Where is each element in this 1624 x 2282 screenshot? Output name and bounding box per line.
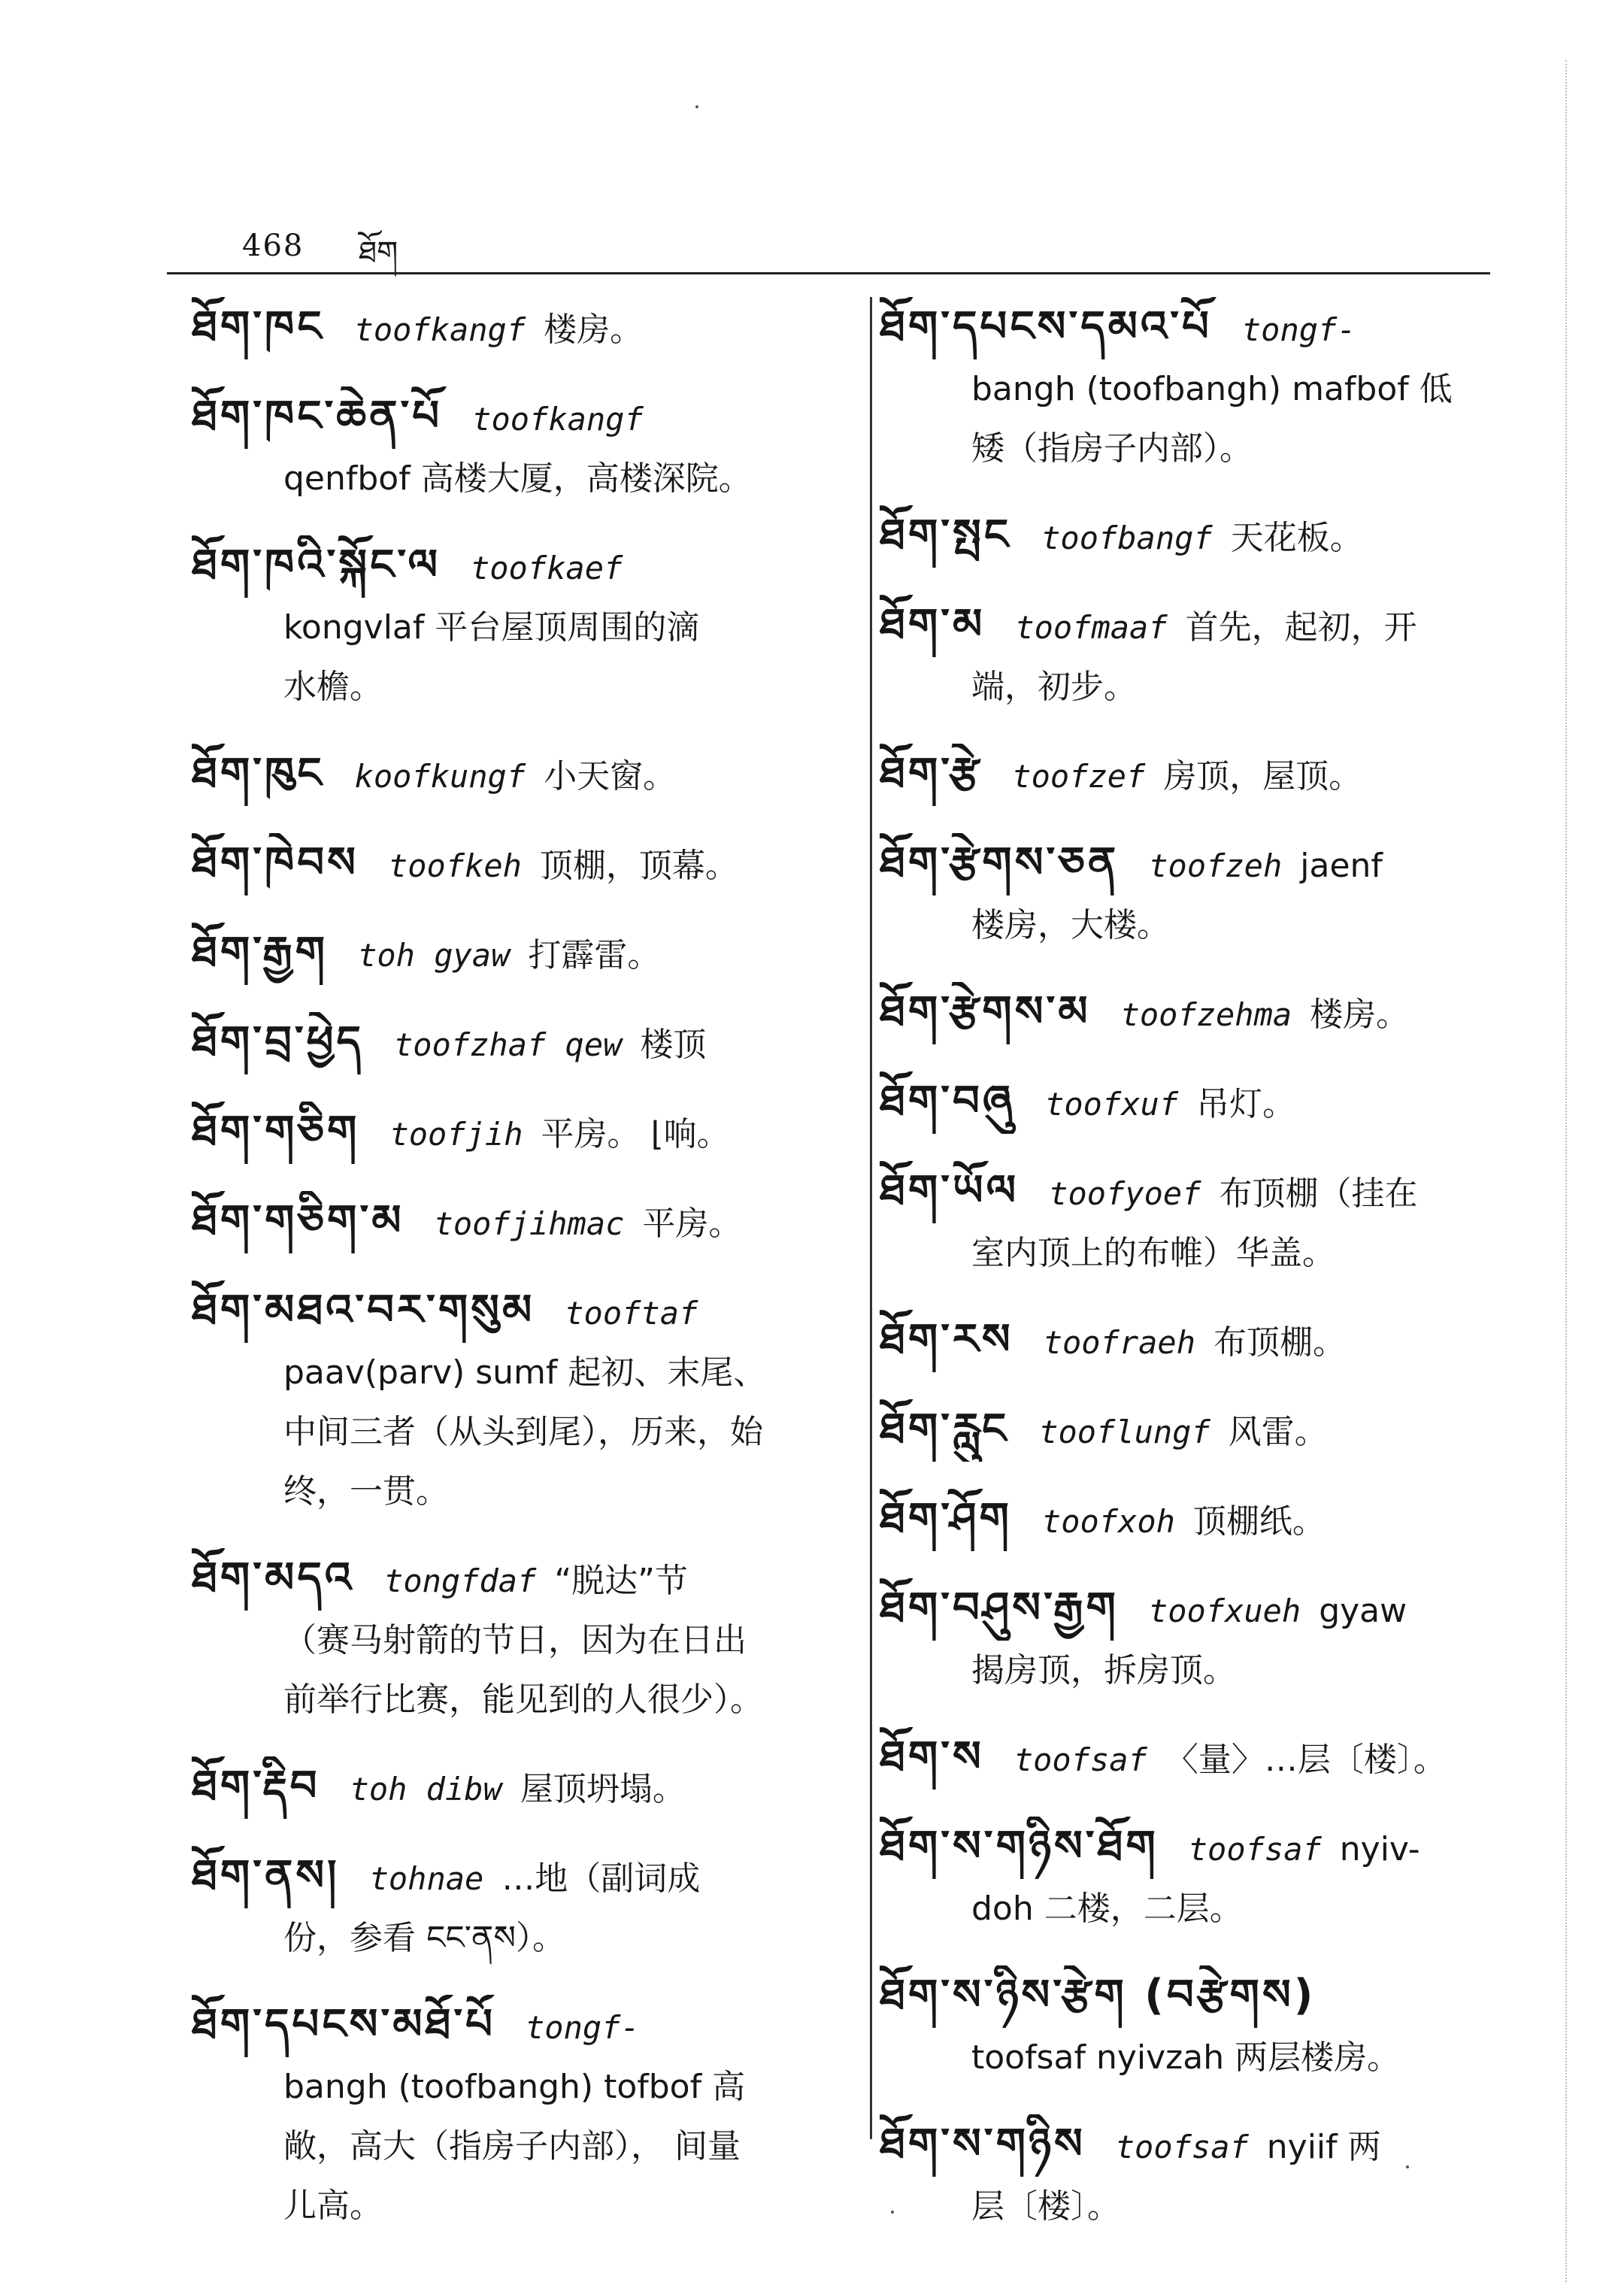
dictionary-entry (192, 297, 853, 359)
romanization: toofkeh (388, 847, 522, 884)
romanization: toofmaaf (1015, 609, 1168, 646)
continuation-line: 儿高。 (283, 2187, 383, 2225)
headword: ཐོག་ཁང (192, 302, 325, 351)
dictionary-entry (880, 1071, 1496, 1134)
dictionary-entry (192, 1548, 853, 1729)
dictionary-entry (880, 297, 1496, 478)
gloss: …地（副词成 (501, 1859, 701, 1898)
headword: ཐོག་བྲ་ཕྱེད (192, 1017, 364, 1066)
gloss: 〈量〉…层〔楼〕。 (1165, 1741, 1447, 1779)
page-number: 468 (242, 229, 304, 263)
continuation-line: bangh (toofbangh) mafbof 低 (971, 370, 1453, 408)
page-header (242, 218, 1490, 278)
gloss: 屋顶坍塌。 (520, 1770, 686, 1808)
gloss: 楼房。 (544, 311, 644, 349)
gloss: 首先，起初，开 (1185, 608, 1417, 647)
entry-first-line (192, 744, 853, 806)
entry-first-line (880, 1161, 1496, 1223)
entry-first-line (880, 1071, 1496, 1134)
continuation-line: 揭房顶，拆房顶。 (971, 1651, 1236, 1690)
romanization: toofbangf (1041, 520, 1213, 556)
gloss: nyiv- (1339, 1830, 1420, 1868)
headword: ཐོག་རྒྱག (192, 928, 329, 977)
dictionary-entry (880, 1727, 1496, 1790)
gloss: 平房。 ⌊响。 (541, 1115, 730, 1153)
headword: ཐོག་དཔངས་མཐོ་པོ (192, 2000, 495, 2049)
romanization: toofzef (1012, 758, 1146, 795)
entry-first-line (192, 1280, 853, 1343)
gloss: 平房。 (642, 1205, 742, 1243)
entry-first-line (192, 1548, 853, 1611)
gloss: 天花板。 (1230, 519, 1363, 557)
romanization: toofxuf (1045, 1086, 1179, 1123)
continuation-line: 层〔楼〕。 (971, 2187, 1120, 2226)
entry-first-line (880, 1727, 1496, 1790)
gloss: 顶棚，顶幕。 (539, 847, 738, 885)
romanization: toofsaf (1013, 1741, 1147, 1778)
gloss: jaenf (1300, 847, 1383, 885)
romanization: toofjihmac (434, 1205, 625, 1242)
dictionary-entry (880, 833, 1496, 955)
entry-first-line (880, 1310, 1496, 1372)
entry-first-line (192, 1995, 853, 2057)
romanization: toofsaf (1115, 2129, 1249, 2165)
headword: ཐོག་ནས། (192, 1851, 340, 1900)
entry-first-line (880, 1965, 1496, 2028)
entry-first-line (880, 1489, 1496, 1551)
headword: ཐོག་བཤུས་རྒྱག (880, 1583, 1119, 1632)
entry-first-line (192, 1102, 853, 1164)
headword: ཐོག་མ (880, 600, 986, 649)
headword: ཐོག་རྩེ (880, 749, 983, 798)
gloss: 布顶棚（挂在 (1219, 1174, 1418, 1213)
continuation-line: 楼房，大楼。 (971, 906, 1170, 944)
entry-first-line (192, 1756, 853, 1819)
headword: ཐོག་ཁེབས (192, 838, 359, 887)
romanization: toofzeh (1149, 847, 1283, 884)
dictionary-entry (192, 1846, 853, 1968)
dictionary-entry (880, 1965, 1496, 2087)
romanization: toofkaef (470, 550, 623, 586)
continuation-line: bangh (toofbangh) tofbof 高 (283, 2068, 746, 2106)
continuation-line: toofsaf nyivzah 两层楼房。 (971, 2038, 1401, 2077)
gloss: 房顶，屋顶。 (1163, 757, 1362, 796)
gloss: 吊灯。 (1196, 1085, 1296, 1123)
gloss: 小天窗。 (544, 757, 677, 796)
continuation-line: 前举行比赛，能见到的人很少）。 (283, 1680, 763, 1719)
romanization: toofraeh (1043, 1324, 1195, 1361)
headword: ཐོག་སྤང (880, 511, 1012, 559)
left-column (192, 297, 853, 2262)
romanization: toofjih (389, 1116, 523, 1153)
entry-first-line (192, 535, 853, 598)
dictionary-entry (880, 1161, 1496, 1283)
romanization: toofkangf (354, 311, 526, 348)
dictionary-entry (192, 1280, 853, 1521)
headword: ཐོག་དཔངས་དམའ་པོ (880, 302, 1212, 351)
entry-first-line (192, 386, 853, 449)
headword: ཐོག་ཁུང (192, 749, 325, 798)
headword: ཐོག་རྡིབ (192, 1762, 320, 1811)
column-divider (870, 297, 872, 2139)
romanization: toofzhaf qew (393, 1026, 623, 1063)
gloss: 打霹雷。 (528, 936, 661, 974)
headword: ཐོག་ས་གཉིས (880, 2120, 1086, 2168)
gloss: 楼房。 (1310, 996, 1410, 1034)
romanization: toh dibw (350, 1771, 502, 1808)
scan-edge (1565, 60, 1624, 2282)
dictionary-entry (192, 833, 853, 896)
continuation-line: kongvlaf 平台屋顶周围的滴 (283, 608, 700, 647)
dictionary-entry (880, 1817, 1496, 1938)
dictionary-entry (192, 1756, 853, 1819)
headword: ཐོག་ཡོལ (880, 1166, 1020, 1215)
continuation-line: paav(parv) sumf 起初、末尾、 (283, 1353, 767, 1392)
continuation-line: 端，初步。 (971, 668, 1137, 706)
dictionary-entry (192, 386, 853, 508)
entry-first-line (192, 1846, 853, 1908)
continuation-line: 中间三者（从头到尾），历来，始 (283, 1413, 763, 1451)
continuation-line: 水檐。 (283, 668, 383, 706)
entry-first-line (880, 1578, 1496, 1641)
dictionary-entry (880, 744, 1496, 806)
dictionary-entry (192, 744, 853, 806)
dictionary-entry (880, 505, 1496, 568)
headword: ཐོག་མདའ (192, 1553, 355, 1602)
dictionary-entry (880, 1489, 1496, 1551)
dictionary-entry (192, 535, 853, 717)
romanization: toofxoh (1041, 1503, 1175, 1540)
romanization: tooflungf (1039, 1414, 1210, 1450)
entry-first-line (192, 923, 853, 985)
continuation-line: 矮（指房子内部）。 (971, 429, 1253, 468)
romanization: toofsaf (1188, 1831, 1322, 1868)
dictionary-entry (880, 2114, 1496, 2236)
dictionary-entry (880, 1310, 1496, 1372)
continuation-line: 敞，高大（指房子内部）， 间量 (283, 2127, 741, 2165)
romanization: toofxueh (1148, 1593, 1301, 1629)
headword: ཐོག་གཅིག་མ (192, 1196, 404, 1245)
dictionary-entry (880, 982, 1496, 1044)
entry-first-line (880, 297, 1496, 359)
romanization: toofyoef (1049, 1175, 1201, 1212)
gloss: “脱达”节 (554, 1562, 688, 1600)
entry-first-line (880, 1817, 1496, 1879)
romanization: tohnae (369, 1860, 484, 1897)
dictionary-entry (880, 1578, 1496, 1700)
headword: ཐོག་ས (880, 1732, 984, 1781)
headword: ཐོག་ཁའི་སྐོང་ལ (192, 541, 441, 589)
dictionary-entry (192, 923, 853, 985)
dictionary-entry (192, 1191, 853, 1253)
entry-first-line (880, 505, 1496, 568)
scan-speck (1406, 2165, 1409, 2168)
running-head: ཐོག (359, 235, 398, 270)
romanization: koofkungf (354, 758, 526, 795)
gloss: 顶棚纸。 (1192, 1502, 1326, 1541)
entry-first-line (192, 1191, 853, 1253)
headword: ཐོག་རྩེགས་ཅན (880, 838, 1120, 887)
headword: ཐོག་བཞུ (880, 1077, 1016, 1126)
headword: ཐོག་ཁང་ཆེན་པོ (192, 392, 443, 441)
continuation-line: 终，一贯。 (283, 1472, 449, 1511)
continuation-line: 份，参看 ངང་ནས）。 (283, 1919, 566, 1957)
scan-speck (695, 105, 698, 108)
continuation-line: qenfbof 高楼大厦，高楼深院。 (283, 459, 752, 498)
gloss: 风雷。 (1228, 1413, 1328, 1451)
gloss: nyiif 两 (1266, 2128, 1381, 2166)
entry-first-line (880, 982, 1496, 1044)
gloss: 楼顶 (640, 1026, 707, 1064)
continuation-line: doh 二楼，二层。 (971, 1890, 1243, 1928)
dictionary-entry (192, 1102, 853, 1164)
dictionary-entry (880, 1399, 1496, 1462)
entry-first-line (192, 297, 853, 359)
romanization: tooftaf (565, 1295, 698, 1332)
gloss: 布顶棚。 (1213, 1323, 1346, 1362)
continuation-line: （赛马射箭的节日，因为在日出 (283, 1621, 747, 1659)
romanization: tongf- (1241, 311, 1356, 348)
romanization: toofkangf (472, 401, 644, 438)
header-rule (167, 272, 1490, 274)
dictionary-entry (192, 1012, 853, 1074)
entry-first-line (880, 595, 1496, 657)
entry-first-line (192, 833, 853, 896)
entry-first-line (880, 2114, 1496, 2177)
romanization: tongfdaf (384, 1562, 537, 1599)
gloss: gyaw (1319, 1592, 1407, 1630)
scan-speck (891, 2211, 894, 2214)
headword: ཐོག་གཅིག (192, 1107, 360, 1156)
entry-first-line (880, 744, 1496, 806)
headword: ཐོག་རྩེགས་མ (880, 987, 1091, 1036)
romanization: toh gyaw (358, 937, 511, 974)
entry-first-line (880, 1399, 1496, 1462)
romanization: toofzehma (1120, 996, 1292, 1033)
continuation-line: 室内顶上的布帷）华盖。 (971, 1234, 1335, 1272)
entry-first-line (192, 1012, 853, 1074)
headword: ཐོག་ས་ཉིས་རྩེག (བརྩེགས) (880, 1971, 1316, 2020)
headword: ཐོག་རླུང (880, 1405, 1010, 1453)
headword: ཐོག་ས་གཉིས་ཐོག (880, 1822, 1159, 1871)
dictionary-entry (192, 1995, 853, 2235)
romanization: tongf- (526, 2009, 640, 2046)
entry-first-line (880, 833, 1496, 896)
headword: ཐོག་རས (880, 1315, 1013, 1364)
dictionary-entry (880, 595, 1496, 717)
right-column (880, 297, 1496, 2263)
headword: ཐོག་ཤོག (880, 1494, 1012, 1543)
headword: ཐོག་མཐའ་བར་གསུམ (192, 1286, 535, 1335)
